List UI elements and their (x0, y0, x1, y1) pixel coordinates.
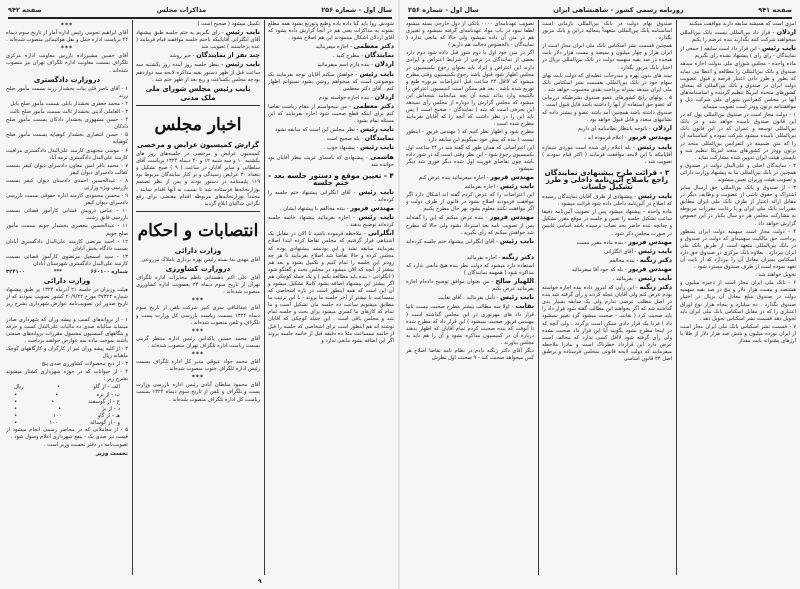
list-item: ۱ - آقای ناصر قلی بیات بخشدار زرند بسمت مأمور صلح زرند (6, 85, 128, 99)
separator-stars: *** (60, 45, 74, 53)
speaker: مهندس فریور (489, 213, 534, 222)
list-item: ۹ - محسن محمودی کارمند اداره حقوقی بسمت بازرسی دادسرای دیوان کیفر (6, 193, 128, 207)
speaker: دکتر معظمی (353, 101, 394, 110)
paragraph: ۳ - از صندوق و بانک بین‌المللی حق ارسال سایر اشتراک و حقوق ناشی از عضویت و وظایف دیگر در مقابل ارائه اعتبار از طرف بانک ملی ایران مطابق مقررات بانک ملی ایران و با رعایت مقررات مربوطه به مشارکت مجلس هر دو سال یکبار در این خصوص گزارش خواهد داد . (680, 185, 796, 227)
tariff-unit: ریال (14, 384, 24, 391)
speech: - بنده عرض میکنم که این را گفته‌اند پس از تصویب نامه بعد استرداد بشود ولی حالا که مطرح شد خواهش میکنم که رأی بگیرید . (406, 215, 534, 236)
speaker: دکتر زنگنه (501, 252, 534, 261)
list-item: ۸ - عبدالحسین احمدی دادستان دیوان کیفر بسمت بازرسی ویژه وزارتی (6, 177, 128, 191)
list-item: ۱ - از بروانه‌های کسب و پیشه وران که شهرداری صادر مینماید سالیانه صدی ده مالیات علی‌البدل کسب و حرفه و بنگاههای کمیسیون مشمول مقررات بروانه‌های صنعتی باشند بموجب ماده سه عوارض خواهند پرداخت . (6, 316, 128, 344)
paragraph: تحویل خواهند شد . (755, 272, 796, 279)
tariff-row (6, 406, 128, 413)
speech: - من میخواستم از مقام ریاست تقاضا کنم برای اینکه قطع صحبت شود اجازه بفرمایند که این مسئله تمام بشود . (268, 103, 394, 125)
speaker: نایب رئیس (638, 274, 672, 282)
separator-stars: *** (53, 269, 62, 275)
speech: - خواهش میکنم آقایان توجه بفرمایند یک موضوعی است که میخواهم روشن بشود نمیتوانم اظهار کنم . آقای دکتر معظمی . (268, 71, 394, 92)
speaker: چند نفر از نمایندگان (196, 51, 260, 60)
paragraph: ماده واحده - مجلس شورای ملی بدولت اجازه میدهد صندوق و بانک بین‌المللی را مطالعه و اعطا می نماید که بطور و طرز دادن اعتبار قرضه و قبول عضویت دولت ایران در صندوق و بانک بین‌المللی که بمعنای کشورهای متحده امریکا تنظیم گردیده و اساسنامه‌های آنها در مجلس کنفرانس شورای ملی شرکت ذیل و موافقتنامه برتون وودز است تصویب مینماید (680, 61, 796, 111)
ministry-heading: وزارت دارائی (43, 277, 91, 286)
speech: - اعلام فرموده اید . (584, 135, 627, 142)
list-item: ۱۱ - عبدالحسین معصری بخشدار جویم بسمت مأمور صلح جویم (6, 223, 128, 237)
speech: - باتوجه بانتظار نظامنامه ای داریم (577, 126, 651, 133)
speech: - بله صحیح است (326, 136, 363, 143)
list-item: ۲ - محمد جعفری بخشدار بابلی بسمت مأمور صلح بابل (10, 100, 128, 107)
signature-title: نایب رئیس مجلس شورای ملی (145, 84, 251, 93)
paragraph: آقای ابراهیم نجومی رئیس اداره آمار از تاریخ سوم دیماه ۲۴ بریاست اداره حمل و نقل هوائیمائی منصوب شده‌اند . (6, 30, 128, 44)
tariff-amount: • (51, 398, 55, 405)
paragraph: ۵ . پولهای رایج کشورهای عضو صندوق بشرطیکه درزمانی که عضو حق استفاده از آنها را داشته باشد قابل قبول است . (542, 94, 672, 109)
left-issue: سال اول - شماره ۲۵۶ (321, 6, 392, 14)
tariff-row (6, 399, 128, 406)
speech: - نظر مجلس این است که سابقه نشود (275, 127, 359, 134)
paragraph: هیئت وزیران در جلسه ۲۱ آذرماه ۱۳۲۴ بر طبق پیشنهاد شماره ۳۷۳۲۳ مورخ ۲۰/۹/۲۲ کشور تصویب نمودند که از تاریخ صدور این تصویب‌نامه عوارض شهرداری بشرح زیر : (6, 287, 128, 315)
paragraph: همچنین قسمت نشر اسکناس بانک ملی ایران مجاز است از ایران هزار و چهار میلیون و سیصد و بیست هزار دلار بابت هیجده در صد بقیه سهمیه دولت در بانک بین‌المللی بریال در اختیار بانک مزبور بگذارد . (542, 43, 672, 71)
section-title-parliament-news: اخبار مجلس (154, 114, 242, 135)
reference-number: ۳۲۴۱۰۰ (6, 269, 25, 275)
speaker: اردلان (776, 28, 796, 37)
tariff-row (6, 413, 128, 420)
column-1 (6, 21, 128, 575)
column-rule (264, 20, 265, 575)
tariff-label: الف - از گاو (93, 384, 120, 391)
speaker: نمایندگان (364, 51, 394, 60)
speech: - بنده ماده مقرر نیست (576, 239, 627, 246)
speaker: اللهیار صالح (495, 277, 534, 286)
speaker: دکتر زنگنه (639, 283, 672, 292)
column-5 (542, 21, 672, 575)
signer-name: ملک مدنی (180, 93, 216, 102)
speaker: مهندس فریور (490, 172, 534, 181)
tariff-row (6, 420, 128, 427)
separator-stars: *** (191, 374, 205, 382)
speech: - این رأیی که امروز داده بنده اجازه خواسته بودم عرض کنم ولی آقایان عجله کردند و رأی گرفته شد بنده در اصل مطلب عرضی ندارم ولی یک سابقه بسیار بدی گذاشته شد که اگر بخواهند این مطالب گفته شود قرار داد را باید صحبت کرد ( نقابت - صحبت میشود گرد تغییر نمیشود داد ) فردا یک قرار دادی ممکن است برگردد . ولی آنچه که در اینجا مطرح بشود بگویند آیا این قرار داد صحبت نشده ولی رأی گرفته شود لااقل کسی ندارد که مخالف است عرض دارد این قرارداد خطرناک است و مادرا ملاحظه میفرمایند که دولت لایحه قانونی بمجلس فرستاده و برطبق اصل ۲۴ قانون اساسی (542, 285, 672, 363)
speech: - پیشنهادی که باسمای غریب بنظر آقایان بود خوانده شد (268, 154, 394, 168)
paragraph: امری است که همیشه سابقه دارند موافقت میکنند (689, 21, 796, 27)
ministry-heading: دروزارت دادگستری (33, 75, 101, 84)
right-page-number: صفحه ۹۴۱ (758, 6, 792, 14)
paragraph: آقای علی اکبر دهستانی ناظم مخابرات اداره تلگراف تهران از تاریخ سوم دیماه ۲۴ بعضویت اداره کشاورزی منصوب شده‌اند . (136, 275, 260, 296)
speech: - آقای انگلرانی (604, 248, 637, 255)
speaker: نایب رئیس (637, 142, 672, 151)
speech: - پیشنهادی از طرف آقایان نمایندگان رسیده که اصلاح در آئین‌نامه داخلی داده شود قرائت میشود . (542, 194, 672, 208)
paragraph: صندوق داشته باشد همچنین آمد باشد عضو و بیشتر داده که نشانیهای متعدد و قابل قبول خواهد بود . (542, 110, 672, 124)
column-rule (538, 20, 539, 575)
paragraph: ۵ - از معاملاتی که در محاضر رسمی انجام میشود از قیمت نیز صدی یک - بنفع شهرداری اعلام وصول شود . (6, 426, 128, 441)
paragraph: تکمیل میشود ( صحیح است ) (197, 21, 260, 27)
column-rule (132, 20, 133, 575)
speaker: نایب رئیس (225, 60, 260, 69)
speech: - اجازه بفرمائید پیشنهاد خاتمه جلسه کرده‌اند توضیح بدهند . (268, 215, 394, 229)
tariff-label: ج - از گوسفند (88, 398, 120, 405)
speech: - بله که خود آقا میفرمائید (571, 266, 627, 273)
reference-line (6, 269, 128, 276)
tariff-amount: • (55, 391, 59, 398)
speech: - اجازه میفرمائید بنده عرض کنم (418, 174, 489, 181)
tariff-row (6, 384, 128, 391)
speech: - رای بگیریم به ختم جلسه طبق پیشنهاد آقای انگلرانی آقایانیکه باختم جلسه موافقند قیام فرمایند ( عده برخاستند ) تصویب شد (136, 30, 260, 51)
list-item: ۶ - موسی مجتهدی کارمند علی‌البدل دادگستری مراقبت کارمند علی‌البدل دادگستری ترمه آباد (6, 147, 128, 161)
section-heading: ۴ - تعیین موقع و دستور جلسه بعد - ختم جلسه (268, 170, 394, 187)
right-running-head (408, 4, 792, 16)
paragraph: کمیسیون عرایض و مرخصی در جلسه‌های روز های یکشنبه ۱۰ و سه شنبه ۱۲ و ۲۰ دیماه ۱۳۲۴ بریاست آقای سلطانی و سایر آقایان در ساعت ( ۹ ) صبح تشکیل و بتعداد ۳۰ عرایض رسیدگی و بر کنار نمایندگان مربوط بود ۱۱۹ پلیسنامه در دستور بودند و پس از نظر تصمیم بوزارتخانه‌ها فرستاده شد تا نسبت به آنها اقدام نمایند . مجدداً بوزارتخانه‌های مربوطه اقدام مقتضی برای رفع نگرانی شاکیان ابلاغ گردید . (136, 151, 260, 207)
speech: - اجازه میفرمائید (315, 44, 352, 51)
right-page (400, 0, 800, 589)
signature: نخست وزیر (96, 451, 128, 458)
column-6 (680, 21, 796, 575)
list-item: ۱۰ - عباس درویش فشانی کارآموز قضائی بسمت بازرسی فایق رشت (6, 208, 128, 222)
column-rule (676, 20, 677, 575)
paragraph: ۴ - دولت مجاز است سهمیه دولت ایران بمنظور پرداخت حق مالکیت سهمیه‌ای که دولت در صندوق و در بانک بین‌المللی متعهد است از طریق بانک ملی ایران بپردازد . بعلاوه بانک مرکزی در صندوق حق دارد اسکناس بمیزان معادل آن را بپردازد که از بابت آن تعهد نموده است از طرف صندوق مسترد شود . (680, 228, 796, 271)
speaker: نایب رئیس (360, 125, 394, 134)
speaker: نایب رئیس (358, 213, 394, 222)
speaker: نایب رئیس (500, 182, 534, 191)
speaker: نایب رئیس (360, 143, 394, 152)
tariff-label: و - از گوساله (90, 419, 120, 426)
speech: - بله اعلام رای شده است موردی شماره آقایانیکه با این لایحه موافقت فرمایند ( اکثر قیام نمودند ) تصویب شد . (542, 144, 672, 165)
paragraph: تصویب عهدنامه‌ای ۰۰۰۰ بانکی از دول خارجی بسته میشود لطفا نمود در باب مواد عهدنامه‌ای گرفته نمیشود و تغییری هم در متن آن داده نمیشود ولی حالا که مانعی ندارد ( نمایندگان - بالخصوص دخالت هم داریم ) (406, 21, 534, 49)
speech: - پیشنهاد خوب . (323, 145, 359, 152)
list-item: ۴ - حسن مشهوری بخشدار دادکان بسمت مأمور صلح دادکان (6, 117, 128, 131)
speaker: مهندس فریور (628, 237, 672, 246)
paragraph: ماده واحده - پیشنهاد میشود پس از تصویب آئین‌نامه دقیقا ساعت تشکیل جلسه را تعیین و جلسه در موقع مقرر تشکیل و چنانچه عده حاضر بحد نصاب نرسیده باشد اسامی غایبین در صورت مجلس ذکر شود . (542, 209, 672, 237)
divider (136, 105, 260, 106)
speech: - بنده دارم اسم میفرمائید (317, 62, 373, 69)
tariff-amount: • (57, 405, 62, 412)
speaker: دکتر معظمی (353, 42, 394, 51)
speaker: نایب رئیس (637, 192, 672, 201)
speaker: نایب رئیس (359, 69, 394, 78)
left-page-number: صفحه ۹۴۲ (8, 6, 42, 14)
tariff-unit: • (14, 405, 18, 412)
paragraph: این اعتراضات را که عرض کردم گفته اند اشکال دارد اگر موافقت فرمودند اصلاح بشود در قانون از طرف دولت و اگر موافقت نکنند معلوم بشود بهر حال مطرح بکنیم . (406, 192, 534, 213)
speaker: نقابت (515, 302, 534, 311)
paragraph: مطرح شود و اظهار نظر کنیم که ( مهندس فریور - اینطور نیست ) بنده که پیش خود نمیگویم این سابقه دارد . (406, 129, 534, 143)
section-heading: ۳ - قرائت طرح پیشنهادی نمایندگان راجع باصلاح آئین‌نامه داخلی و طرز تشکیل جلسات (544, 167, 670, 191)
speech: - من بعنوان موافق توضیح داده‌ام اجازه بفرمائید عرض بکنم (406, 279, 534, 293)
tariff-row (6, 392, 128, 399)
speaker: نایب رئیس (500, 293, 534, 302)
ministry-heading: وزارت دارائی (174, 246, 222, 255)
speech: - ملاحظه فرموده باشید تا الان در مقابل یک اشتباهی قرار گرفتیم که مجلس تقاضا کرده ابتدا اصلاح بفرمایند سابقه نشد و این بودنشد بیشنهادی بوده که مجلس کرده و حالا تقاضا شد اصلاح بفرمایند تا هر چه زودتر این جلسه را تمام کنیم و تکمیل بشود و بعد هم بیشتر از آنچه که الان میشود در مجلس بحث و گفتگو شود ( انگلرانی - بنده باید مطالعه بکنم ) و یک جمله کوچکی هم اگر بیشتر این پیشنهاد اضافه بشود کاملا تشکیل میشود و آن این است که همه اینطور است در باره اشخاصی که نیمساعت یا بیشتر از آخر جلسه ما بروند - با این ترتیب ما مطابق میشویم ساعت ده جلسه مان تشکیل است و ما تمام که کارهای ما کسری میشود برای بحث و جلسه تمام شد و مجلس باقی است . این جمله کوچکی که آقایان نوشته اند هم اینطور است برای اشخاصی که جلسه را قبل از خاتمه نیمساعت مثلا ده دقیقه قبل از خاتمه جلسه بروند اگر این اضافه بشود مانعی ندارد و (268, 231, 394, 344)
tariff-unit: • (14, 398, 18, 405)
speech: - بنده اجازه خواسته بودم (318, 94, 373, 101)
tariff-label: ب - از بره (96, 391, 120, 398)
speaker: دکتر زنگنه (639, 255, 672, 264)
paragraph: ۲ - نمایندگان اصلی و علی‌البدل دولت در صندوق و همچنین در بانک بین‌المللی بنا به پیشنهاد وزارت دارائی و تصویب هیئت وزیران تعیین میشوند . (680, 162, 796, 183)
paragraph: تصویب‌نامه در دفتر نخست وزیر است . (43, 442, 128, 449)
column-2 (136, 21, 260, 575)
tariff-amount: ۱۰۰ (49, 419, 59, 426)
paragraph: آقای عبدالباقی سری کبیر شرکت تلفن از تاریخ سوم دیماه ۱۳۲۴ بسمت ریاست بازرسی کل وزارت پست و تلگراف و تلفن منصوب شده‌اند . (136, 305, 260, 326)
list-item: ۵ - حسن انتصاری بخشدار کوهپایه بسمت مأمور صلح کوهپایه (6, 132, 128, 146)
right-issue: سال اول - شماره ۲۵۶ (408, 6, 479, 14)
speaker: اردلان (374, 92, 394, 101)
speaker: مهندس فریور (628, 264, 672, 273)
ministry-heading: دروزارت کشاورزی (165, 264, 231, 273)
speaker: مهندس فریور (350, 204, 394, 213)
speech: - بنده مخالفم با پیشنهاد ایشان . (279, 206, 349, 213)
tariff-amount: ۱۰۰ (53, 412, 62, 419)
speech: - تأمل بفرمائید . آقای نقابت (438, 295, 499, 302)
speech: - اجازه بفرمائید (464, 184, 499, 191)
column-3 (268, 21, 394, 575)
section-title-appointments: انتصابات و احکام (137, 220, 259, 241)
divider (136, 211, 260, 212)
paragraph: این اعتراضاتی که همان طور که گفته شد در ۲۴ ساعت اول بکمیسیون رجوع شود - این نظر وقتی است که در شور داده باشد چون تقاضای فوریت اول شده دیگر فوری شد دیگر نمیشود . (406, 144, 534, 172)
left-head-rule (8, 17, 392, 19)
paragraph: سند های بدون بهره و مندرجات عطیه‌ای که دولت بابت بهای سهام خود در بانک بین‌المللی بقسمت نشر اسکناس بانک ملی ایران میدهد بمنزله پرداخت نقدی محسوب خواهد شد . (542, 72, 672, 93)
speech: - اجازه بفرمائید (466, 254, 501, 261)
speech: - بفرمائید . (612, 276, 637, 282)
speech: - آقای انگلرانی پیشنهاد ختم جلسه کرده‌اند . (406, 238, 534, 252)
list-item: ۴ - از حیوانات که در حوزه شهرداری کشتار میشوند بشرح زیر : (6, 369, 128, 383)
paragraph: ۱ - دولت مجاز است در صندوق بین‌المللی پول که در این قانون صندوق نامیده خواهد شد و در بانک بین‌المللی توسعه و عمران که در این قانون بانک بین‌المللی نامیده میشود شرکت نموده و اساسنامه آن را که متن ضمیمه در کنفرانس بین‌المللی متحد در برتون وودز در کشورهای متحد امریکا تنظیم شد و بایستی هیئت ایران تدوین شده مشارکت نماید . (680, 112, 796, 161)
left-section-title: مذاکرات مجلس (156, 6, 207, 14)
page-folio: ٩ (258, 578, 262, 585)
list-item: ۳ - العاملی آذینی بخشدار ثالث بسمت مأمور صلح ثالث (10, 109, 128, 116)
paragraph: ۶ - بانک ملی ایران مجاز است از ذخیره میلیون و هشتصد و بیست هزار دلار و پنج در صد بقیه سهمیه دولت در صندوق مبلغ معادل آن بریال در اختیار صندوق بگذارد . ده میلیارد و پنجاه هزار نوع اوراق اعتباری را که در مقابل اسکناس بانک ملی ایران باید تحویل دهد قسمت نشر اسکناس تحویل دهد . (680, 280, 796, 322)
speech: - خیر روشد (169, 53, 195, 60)
speech: - قرار داد بین‌المللی نیست بانک بین‌المللی میخواهند شرکت کنند بگذارند بنده عرضم را بکنم (680, 30, 796, 44)
separator-stars: *** (191, 351, 205, 358)
speech: - اولا سه مطالب بیشتر مطرح صحبت نیست ثانیا قرار داد های مهرتوری در این مجلس گذاشته است ( مهندس فریور صحبت نمیشود ) این قرار داد که مطرح شده تا آنوقت که بنده صحبت کردم تمام آقایان که اظهار بدهند درباره آن در کمیسیون مذاکره بشود و آن را هم باید به مجلس بیاورند . (406, 304, 534, 346)
tariff-label: د - از بز (101, 405, 120, 412)
list-item: ۳ - از ذبح محصولات کشاورزی صدی پنج (41, 361, 128, 368)
speech: - بنده مخالفم (609, 257, 639, 264)
paragraph: استفاده دارد میشود که دولت نظر بنده هیچ مانعی ندارد که مذاکره شود ( همهمه نمایندگان ) (406, 263, 534, 277)
separator-stars: *** (191, 327, 205, 335)
speech: - آقای انگلرانی پیشنهاد ختم جلسه را کرده‌اند . (268, 189, 394, 203)
speaker: اردلان (374, 60, 394, 69)
separator-stars: *** (191, 297, 205, 305)
speaker: اردلان (652, 124, 672, 133)
speaker: هاشمی (370, 152, 394, 161)
left-running-head (8, 4, 392, 16)
tariff-unit: • (14, 412, 18, 419)
speech: - این قرار داد است سابقه ( جمعی از نمایندگان - رای رای ) پیشنهاد نشده رای بگیریم (680, 46, 796, 60)
speaker: نایب رئیس (762, 44, 796, 53)
speaker: نایب رئیس (499, 236, 534, 245)
list-item: ۷ - محمد باقر امین معاون دادسرای دیوان کیفر بسمت کفالت دادسرای دیوان کیفر (6, 162, 128, 176)
paragraph: صندوق بهام دولت در بانک بین‌المللی بازمانی است اساسنامه بانک بین‌المللی متعهداً بمعالبه دراین و بانک مزبور بگذارد . (542, 21, 672, 42)
speaker: نایب رئیس (638, 246, 672, 255)
paragraph: دیگر آقای دکتر زنگنه دادم در نظام نامه تقاضا اصلاح هر کس میخواهد صحبت کند - ۹ صحبت اول نظرش (406, 348, 534, 362)
paragraph: آقای حسین مشیرزاده بازرس معاونت اداره مرکزی تلگراف بسمت معاونت اداره تلگراف تهران نیز منصوب شده‌اند . (6, 53, 128, 74)
reference-number: شماره ۶۶۰۱۰۰ (90, 269, 128, 275)
separator-stars: *** (60, 22, 74, 29)
paragraph: آقای محمود سلطان آبادی رئیس اداره بازرسی وزارت پست و تلگراف و تلفن از تاریخ سوم دیماه ۱۳۲۴ بسمت ریاست کل اداره تلگراف منصوب شده‌اند . (136, 382, 260, 403)
speaker: نایب رئیس (358, 187, 394, 196)
list-item: ۲ - از کلیه پیشه وران غیر از کارگران و کارگاههای کوچک ماهیانه ریال (6, 345, 128, 360)
tariff-unit: • (14, 391, 18, 398)
paragraph: شود‌ش روا باید گیا داده یاده وطبع وتوزیع بشود همه مطلع بشوند به مذاکرات یعنی هم در آنجا گزارش داده بشود که آقای اردلان اشکال مینمودند این هم اصلاح بشود . (268, 21, 394, 42)
paragraph: ۷ - قسمت نشر اسکناس بانک ملی ایران مجاز است از ایران نوزده میلیون و شش صد هزار دلار از طلا یا ارزهای پشتوانه بابت مقدار (680, 323, 796, 345)
speech: - مطرح کنید . (332, 53, 363, 60)
right-masthead-title: روزنامه رسمی کشور - شاهنشاهی ایران (553, 6, 684, 14)
tariff-unit: • (14, 419, 18, 426)
list-item: ۱۳ - سید اسمعیل مرتضوی کارآموز قضائی بسمت کارمند علی‌البدل دادگستری شهرستان آبادان (6, 253, 128, 267)
tariff-label: هـ - از گاو (97, 412, 120, 419)
speech: - بنظر جلسه روز آینده روز یکشنبه سه ساعت قبل از ظهر دستور بقیه مذاکره لایحه سه دوازدهم بودجه مجلس یکساعت و ربع بعد از ظهر ختم شد . (136, 62, 260, 83)
paragraph: آقای محمد حسین پاکدامن رئیس اداره منتظر گرینی بسمت ریاست اداره تلگراف تهران منصوب شده‌اند . (136, 335, 260, 349)
column-4 (406, 21, 534, 575)
speaker: نمایندگان (364, 134, 394, 143)
list-item: ۱۲ - احمد مرتضی کارمند علی‌البدل دادگستری آبادان بسمت دادگاه بخش آبادان (6, 238, 128, 252)
paragraph: آقای محمد جواد عیوقی مدیر کل اداره تلگراف بسمت رئیس اداره تلگراف جنوب منصوب شده‌اند . (136, 359, 260, 373)
speaker: انگلرانی (368, 229, 394, 238)
speaker: نایب رئیس (225, 28, 260, 37)
report-heading: گزارش کمیسیون عرایض و مرخصی (136, 140, 259, 149)
right-head-rule (408, 17, 792, 19)
paragraph: آقای مهدی ندا بسته رئیس بهره برداری باملاک مزروعی (141, 256, 260, 263)
paragraph: اگر در متن خود اول یا دوم شور قبل داده شود دوم دارد بعضی از نمایندگان در برخی از شرایط اعتراض و ایرادی دارند این اعتراض و ایراد باید بعنوان رجوع بکمیسیون در مجلس اظهار شود قبول باشد رجوع بکمیسیون وقتی مطرح میشود که لااقل ۲۴ ساعت قبل اعتراضات مزبوره طبع و توزیع شده باشد ، بعد هم ممکن است کمیسیون اعتراض را بالنتیجه وارد بداند نتیجه آن بچه میانجامد نتیجه‌اش این میشود که مجلس گزارش را دوباره از مجلس رأی نمیدهد این بحرفی است که شد ( نمایندگان - صحیح است ) پس باید این را در نظر داشت که آنچه را که آقایان بفرمایند مطرح شده است . (406, 50, 534, 128)
tariff-amount: • (56, 384, 61, 391)
speaker: مهندس فریور (628, 133, 672, 142)
